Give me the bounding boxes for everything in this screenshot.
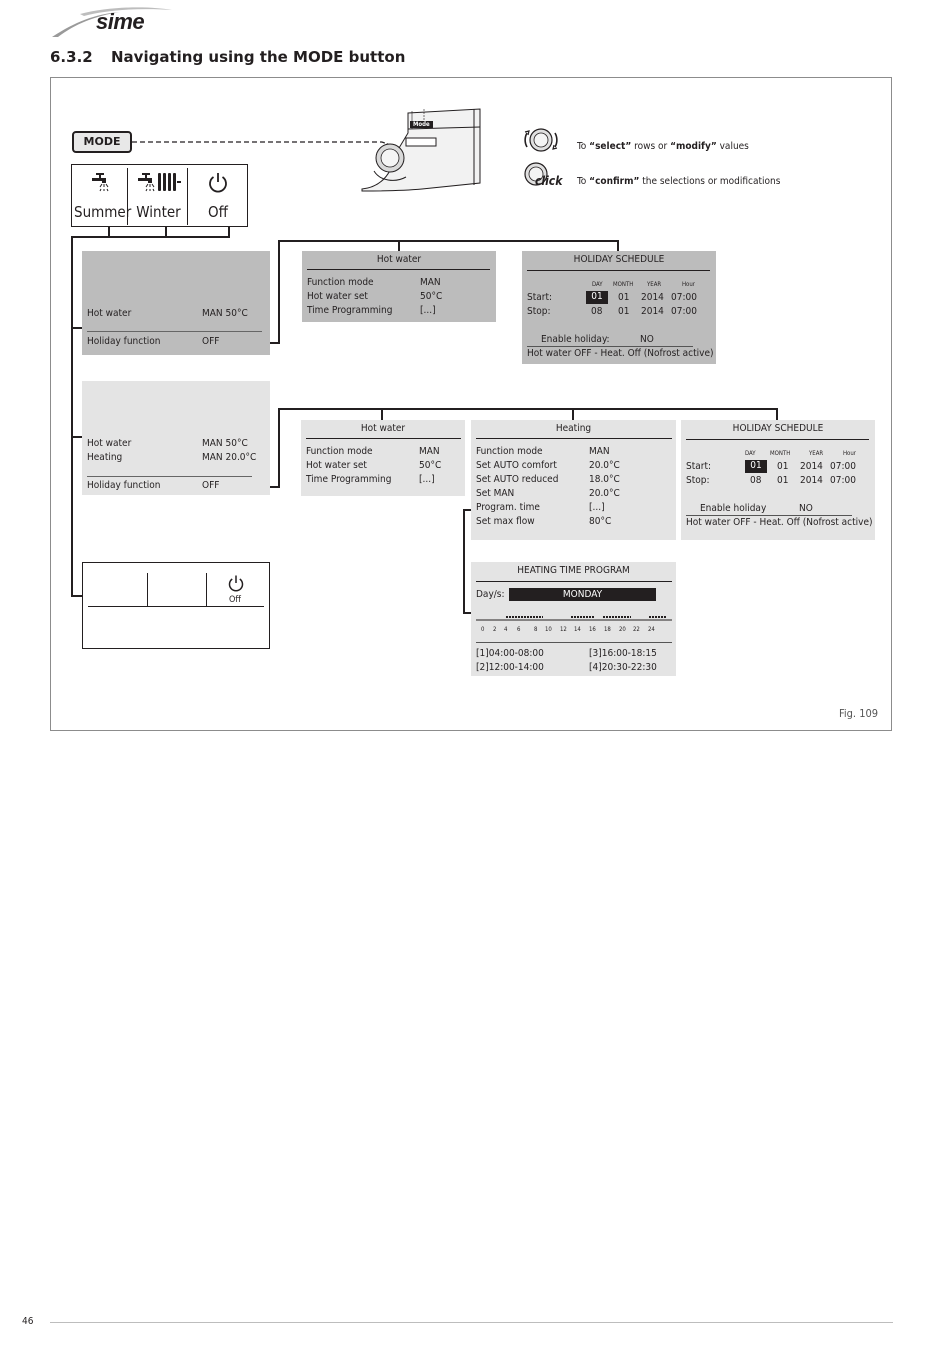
- day-label: Day/s:: [476, 589, 505, 600]
- hour-tick: 0: [481, 626, 485, 633]
- summer-row-label: Holiday function: [87, 336, 161, 347]
- divider: [686, 515, 852, 516]
- col-header: YEAR: [647, 281, 662, 288]
- hotwater-row-value: [...]: [419, 474, 435, 485]
- stop-day: 08: [750, 475, 762, 486]
- connector: [71, 595, 82, 597]
- hotwater-row-label: Function mode: [306, 446, 373, 457]
- divider: [307, 269, 490, 270]
- winter-row-label: Holiday function: [87, 480, 161, 491]
- hour-tick: 16: [589, 626, 596, 633]
- summer-row-value: MAN 50°C: [202, 308, 248, 319]
- heating-row-label: Set MAN: [476, 488, 515, 499]
- connector: [278, 240, 280, 344]
- day-selector[interactable]: MONDAY: [509, 588, 656, 601]
- connector: [278, 408, 280, 488]
- hotwater-row-label: Time Programming: [307, 305, 393, 316]
- winter-row-value: MAN 50°C: [202, 438, 248, 449]
- start-hour: 07:00: [671, 292, 697, 303]
- panel-title: Hot water: [360, 423, 406, 434]
- boiler-panel-icon: [360, 103, 485, 195]
- col-header: MONTH: [770, 450, 791, 457]
- stop-hour: 07:00: [671, 306, 697, 317]
- winter-status-panel[interactable]: [82, 381, 270, 495]
- hour-tick: 20: [619, 626, 626, 633]
- connector: [776, 408, 778, 420]
- hotwater-row-value: 50°C: [419, 460, 442, 471]
- panel-title: HEATING TIME PROGRAM: [517, 565, 630, 576]
- hotwater-row-value: [...]: [420, 305, 436, 316]
- divider: [88, 606, 264, 607]
- start-day-field[interactable]: 01: [745, 460, 767, 473]
- hour-tick: 10: [545, 626, 552, 633]
- hour-tick: 24: [648, 626, 655, 633]
- stop-year: 2014: [800, 475, 823, 486]
- summer-status-panel[interactable]: [82, 251, 270, 355]
- hour-tick: 18: [604, 626, 611, 633]
- hotwater-row-value: 50°C: [420, 291, 443, 302]
- mode-winter[interactable]: [130, 168, 188, 225]
- heating-row-label: Program. time: [476, 502, 540, 513]
- start-month: 01: [618, 292, 630, 303]
- hotwater-row-label: Hot water set: [306, 460, 367, 471]
- connector: [463, 612, 471, 614]
- start-label: Start:: [686, 461, 712, 472]
- hour-tick: 4: [504, 626, 508, 633]
- heating-row-value: 80°C: [589, 516, 612, 527]
- stop-label: Stop:: [527, 306, 551, 317]
- time-slot[interactable]: [4]20:30-22:30: [589, 662, 657, 673]
- click-label: click: [535, 174, 563, 188]
- heating-row-value: [...]: [589, 502, 605, 513]
- divider: [306, 438, 461, 439]
- connector: [617, 240, 619, 251]
- summer-row-value: OFF: [202, 336, 220, 347]
- tap-icon: [90, 171, 112, 193]
- stop-month: 01: [618, 306, 630, 317]
- heating-row-label: Function mode: [476, 446, 543, 457]
- connector: [381, 408, 383, 420]
- hotwater-row-value: MAN: [419, 446, 440, 457]
- winter-row-value: MAN 20.0°C: [202, 452, 257, 463]
- connector: [278, 408, 778, 410]
- stop-day: 08: [591, 306, 603, 317]
- time-slot[interactable]: [3]16:00-18:15: [589, 648, 657, 659]
- connector: [398, 240, 400, 251]
- heating-row-label: Set max flow: [476, 516, 535, 527]
- hotwater-row-value: MAN: [420, 277, 441, 288]
- enable-holiday-value[interactable]: NO: [799, 503, 813, 514]
- col-header: DAY: [592, 281, 603, 288]
- logo-text: sime: [96, 9, 145, 34]
- divider: [527, 346, 693, 347]
- start-year: 2014: [641, 292, 664, 303]
- connector: [278, 240, 619, 242]
- page-number: 46: [22, 1316, 34, 1327]
- enable-holiday-label: Enable holiday:: [541, 334, 610, 345]
- divider: [476, 642, 672, 643]
- heating-row-value: 20.0°C: [589, 488, 620, 499]
- power-icon: [227, 574, 245, 592]
- heating-row-value: 18.0°C: [589, 474, 620, 485]
- divider: [206, 573, 207, 607]
- logo: [50, 4, 175, 38]
- start-day-field[interactable]: 01: [586, 291, 608, 304]
- mode-off[interactable]: [190, 168, 246, 225]
- connector: [71, 327, 82, 329]
- footer-rule: [50, 1322, 893, 1323]
- holiday-footer: Hot water OFF - Heat. Off (Nofrost active): [527, 348, 714, 359]
- mode-summer-label: Summer: [74, 203, 132, 221]
- off-label: Off: [229, 595, 241, 605]
- start-label: Start:: [527, 292, 553, 303]
- col-header: YEAR: [809, 450, 824, 457]
- connector: [71, 436, 82, 438]
- panel-title: Hot water: [376, 254, 422, 265]
- knob-rotate-icon: [522, 125, 560, 155]
- divider: [147, 573, 148, 607]
- winter-holiday-panel[interactable]: [681, 420, 875, 540]
- start-hour: 07:00: [830, 461, 856, 472]
- hotwater-row-label: Function mode: [307, 277, 374, 288]
- off-status-panel[interactable]: [82, 562, 270, 649]
- mode-selector-panel: [71, 164, 248, 227]
- panel-title: HOLIDAY SCHEDULE: [573, 254, 665, 265]
- hotwater-row-label: Hot water set: [307, 291, 368, 302]
- mode-winter-label: Winter: [136, 203, 181, 221]
- mode-off-label: Off: [208, 203, 228, 221]
- connector: [165, 226, 167, 237]
- section-number: 6.3.2: [50, 48, 93, 66]
- divider: [476, 438, 672, 439]
- mode-button[interactable]: MODE: [72, 131, 132, 153]
- panel-title: Heating: [555, 423, 592, 434]
- winter-row-label: Heating: [87, 452, 123, 463]
- col-header: DAY: [745, 450, 756, 457]
- time-slot[interactable]: [2]12:00-14:00: [476, 662, 544, 673]
- stop-label: Stop:: [686, 475, 710, 486]
- stop-hour: 07:00: [830, 475, 856, 486]
- tap-radiator-icon: [136, 171, 184, 193]
- start-month: 01: [777, 461, 789, 472]
- device-mode-label: Mode: [410, 121, 433, 128]
- boiler-panel-illustration: [360, 103, 485, 195]
- heating-row-label: Set AUTO comfort: [476, 460, 557, 471]
- divider: [476, 581, 672, 582]
- heating-row-value: MAN: [589, 446, 610, 457]
- time-slot[interactable]: [1]04:00-08:00: [476, 648, 544, 659]
- hotwater-row-label: Time Programming: [306, 474, 392, 485]
- connector: [71, 236, 73, 597]
- summer-row-label: Hot water: [87, 308, 132, 319]
- hour-tick: 2: [493, 626, 497, 633]
- col-header: Hour: [843, 450, 857, 457]
- start-year: 2014: [800, 461, 823, 472]
- enable-holiday-value[interactable]: NO: [640, 334, 654, 345]
- summer-holiday-panel[interactable]: [522, 251, 716, 364]
- heating-time-program-panel[interactable]: [471, 562, 676, 676]
- power-icon: [207, 171, 229, 193]
- divider: [527, 270, 710, 271]
- holiday-footer: Hot water OFF - Heat. Off (Nofrost active): [686, 517, 873, 528]
- divider: [686, 439, 869, 440]
- winter-row-value: OFF: [202, 480, 220, 491]
- winter-heating-panel[interactable]: [471, 420, 676, 540]
- stop-year: 2014: [641, 306, 664, 317]
- hour-tick: 14: [574, 626, 581, 633]
- winter-hotwater-panel[interactable]: [301, 420, 465, 496]
- knob-click-icon: [522, 160, 566, 190]
- connector: [108, 226, 110, 237]
- mode-summer[interactable]: [74, 168, 132, 225]
- divider: [87, 331, 262, 332]
- connector: [572, 408, 574, 420]
- connector: [71, 236, 230, 238]
- heating-row-label: Set AUTO reduced: [476, 474, 559, 485]
- hour-tick: 22: [633, 626, 640, 633]
- connector: [228, 226, 230, 237]
- enable-holiday-label: Enable holiday: [700, 503, 767, 514]
- legend-select-text: To “select” rows or “modify” values: [577, 141, 749, 152]
- hour-tick: 12: [560, 626, 567, 633]
- divider: [87, 476, 252, 477]
- heating-row-value: 20.0°C: [589, 460, 620, 471]
- legend-confirm-text: To “confirm” the selections or modifications: [577, 176, 781, 187]
- figure-label: Fig. 109: [839, 707, 879, 720]
- col-header: MONTH: [613, 281, 634, 288]
- winter-row-label: Hot water: [87, 438, 132, 449]
- connector: [463, 509, 465, 614]
- stop-month: 01: [777, 475, 789, 486]
- hour-tick: 6: [517, 626, 521, 633]
- section-title: Navigating using the MODE button: [111, 48, 406, 66]
- panel-title: HOLIDAY SCHEDULE: [732, 423, 824, 434]
- col-header: Hour: [682, 281, 696, 288]
- hour-tick: 8: [534, 626, 538, 633]
- summer-hotwater-panel[interactable]: [302, 251, 496, 322]
